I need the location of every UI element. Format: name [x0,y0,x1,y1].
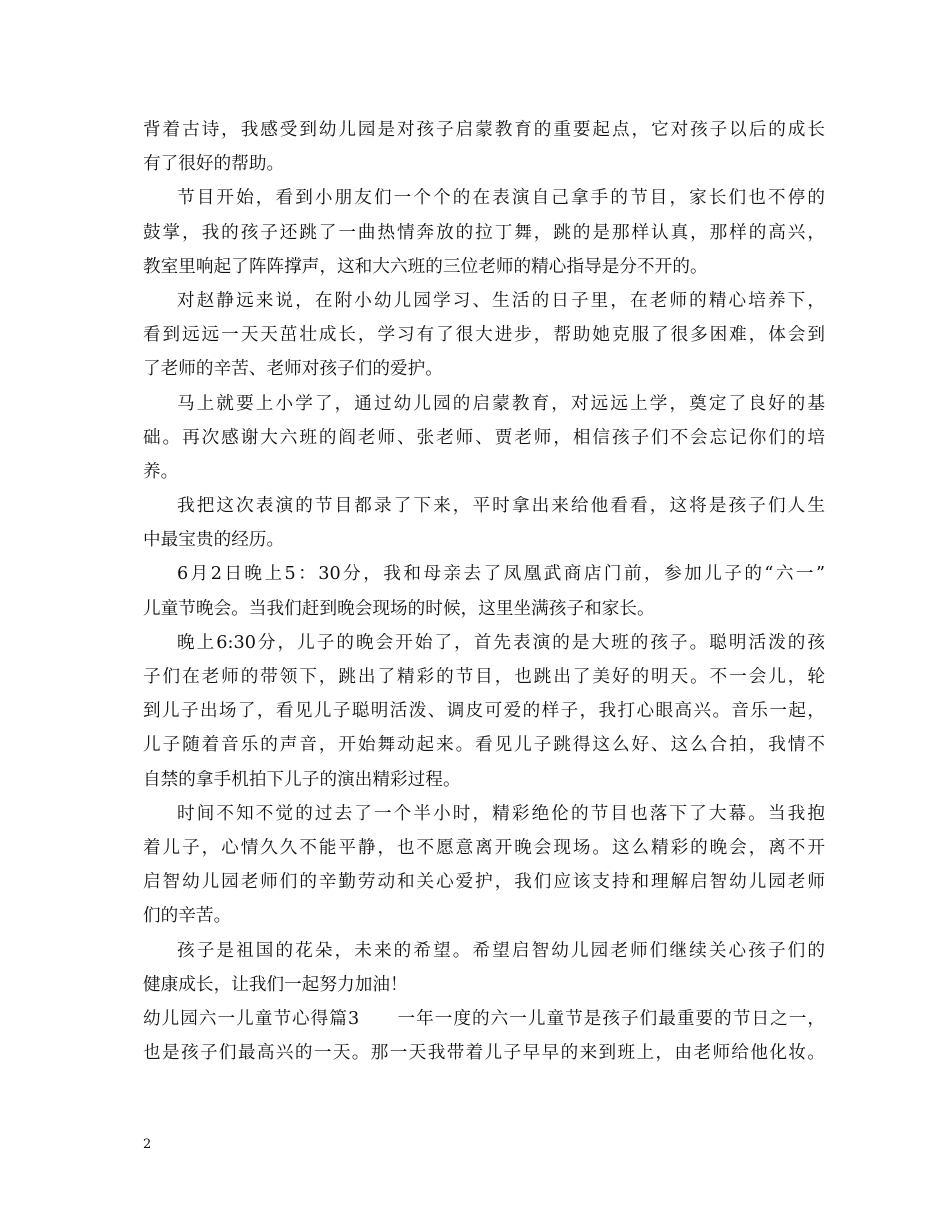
text-line: 马上就要上小学了，通过幼儿园的启蒙教育，对远远上学，奠定了良好的基 [177,393,825,414]
text-line: 背着古诗，我感受到幼儿园是对孩子启蒙教育的重要起点，它对孩子以后的成长 [143,120,825,140]
text-line: 时间不知不觉的过去了一个半小时，精彩绝伦的节目也落下了大幕。当我抱 [177,803,825,824]
text-line: 节目开始，看到小朋友们一个个的在表演自己拿手的节目，家长们也不停的 [177,188,825,209]
text-line: 着儿子，心情久久不能平静，也不愿意离开晚会现场。这么精彩的晚会，离不开 [143,837,825,858]
text-line: 6月2日晚上5：30分，我和母亲去了凤凰武商店门前，参加儿子的“六一” [177,564,825,585]
text-line: 晚上6:30分，儿子的晚会开始了，首先表演的是大班的孩子。聪明活泼的孩 [177,632,825,653]
text-line: 健康成长，让我们一起努力加油！ [143,974,408,995]
text-line: 有了很好的帮助。 [143,154,285,175]
text-line: 到儿子出场了，看见儿子聪明活泼、调皮可爱的样子，我打心眼高兴。音乐一起， [143,701,825,722]
text-line: 础。再次感谢大六班的阎老师、张老师、贾老师，相信孩子们不会忘记你们的培 [143,427,825,448]
text-line: 对赵静远来说，在附小幼儿园学习、生活的日子里，在老师的精心培养下， [177,290,825,311]
text-line: 教室里响起了阵阵撑声，这和大六班的三位老师的精心指导是分不开的。 [143,256,708,277]
text-line: 鼓掌，我的孩子还跳了一曲热情奔放的拉丁舞，跳的是那样认真，那样的高兴， [143,222,825,243]
text-line: 养。 [143,461,179,482]
text-line: 启智幼儿园老师们的辛勤劳动和关心爱护，我们应该支持和理解启智幼儿园老师 [143,872,825,893]
text-line: 了老师的辛苦、老师对孩子们的爱护。 [143,359,443,380]
text-line: 自禁的拿手机拍下儿子的演出精彩过程。 [143,769,461,790]
text-line: 看到远远一天天茁壮成长，学习有了很大进步，帮助她克服了很多困难，体会到 [143,325,825,346]
text-line: 们的辛苦。 [143,906,232,927]
text-line: 我把这次表演的节目都录了下来，平时拿出来给他看看，这将是孩子们人生 [177,496,825,517]
text-line: 子们在老师的带领下，跳出了精彩的节目，也跳出了美好的明天。不一会儿，轮 [143,667,825,687]
text-line: 也是孩子们最高兴的一天。那一天我带着儿子早早的来到班上，由老师给他化妆。 [143,1043,825,1064]
page-number: 2 [143,1137,152,1152]
text-line: 儿子随着音乐的声音，开始舞动起来。看见儿子跳得这么好、这么合拍，我情不 [143,735,825,756]
text-line: 孩子是祖国的花朵，未来的希望。希望启智幼儿园老师们继续关心孩子们的 [177,940,825,961]
text-line: 中最宝贵的经历。 [143,530,285,551]
section-heading-line: 幼儿园六一儿童节心得篇3 一年一度的六一儿童节是孩子们最重要的节日之一， [143,1008,825,1029]
text-line: 儿童节晚会。当我们赶到晚会现场的时候，这里坐满孩子和家长。 [143,598,655,619]
body-text [143,113,825,1070]
